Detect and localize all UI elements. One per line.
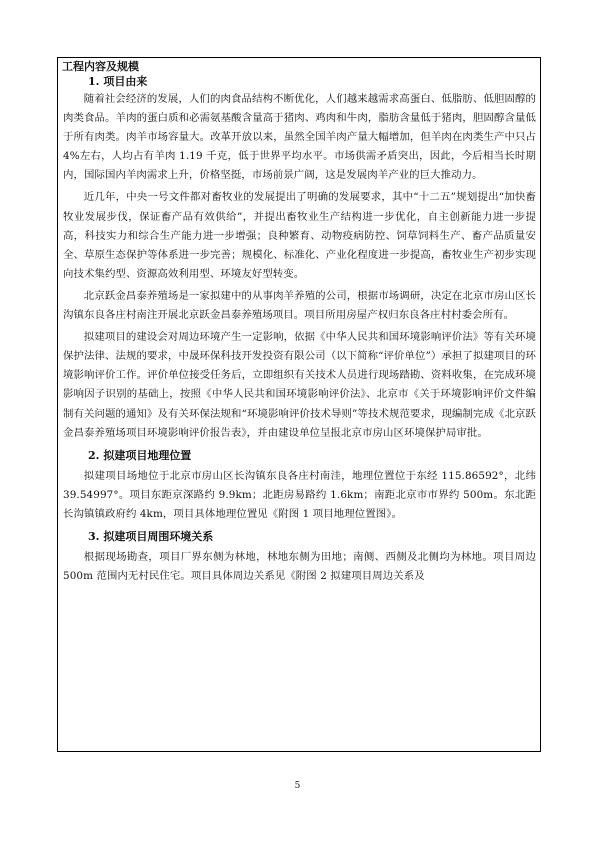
paragraph-origin-3: 北京跃金昌泰养殖场是一家拟建中的从事肉羊养殖的公司，根据市场调研，决定在北京市房山区长沟镇东良各庄村南注开展北京跃金昌泰养殖场项目。项目所用房屋产权归东良各庄村村委会所有。 xyxy=(63,289,536,322)
page-number: 5 xyxy=(294,781,301,791)
paragraph-origin-1: 随着社会经济的发展，人们的肉食品结构不断优化，人们越来越需求高蛋白、低脂肪、低胆固醇的肉类食品。羊肉的蛋白质和必需氨基酸含量高于猪肉、鸡肉和牛肉，脂肪含量低于猪肉，胆固醇含量低于所有肉类。肉羊市场容量大。改革开放以来，虽然全国羊肉产量大幅增加，但羊肉在肉类生产中只占4%左右，人均占有羊肉 1.19 千克，低于世界平均水平。市场供需矛盾突出，因此，今后相当长时期内，国际国内羊肉需求上升，价格坚挺，市场前景广阔，这是发展肉羊产业的巨大推动力。 xyxy=(63,93,536,182)
content-frame xyxy=(57,57,541,752)
paragraph-surroundings-1: 根据现场勘查，项目厂界东侧为林地，林地东侧为田地；南侧、西侧及北侧均为林地。项目周边 500m 范围内无村民住宅。项目具体周边关系见《附图 2 拟建项目周边关系及 xyxy=(63,550,536,583)
heading-project-origin: 1. 项目由来 xyxy=(88,75,148,88)
heading-geographic-location: 2. 拟建项目地理位置 xyxy=(88,448,192,462)
paragraph-location-1: 拟建项目场地位于北京市房山区长沟镇东良各庄村南洼，地理位置位于东经 115.86592°，北纬 39.54997°。项目东距京深路约 9.9km；北距房易路约 1.6km；南距北京市市界约 500m。东北距长沟镇镇政府约 4km，项目具体地理位置见《附图 1 项目地理位置图》。 xyxy=(63,469,536,520)
paragraph-origin-4: 拟建项目的建设会对周边环境产生一定影响，依据《中华人民共和国环境影响评价法》等有关环境保护法律、法规的要求，中晟环保科技开发投资有限公司（以下简称“评价单位”）承担了拟建项目的环境影响评价工作。评价单位接受任务后，立即组织有关技术人员进行现场踏勘、资料收集，在完成环境影响因子识别的基础上，按照《中华人民共和国环境影响评价法》、北京市《关于环境影响评价文件编制有关问题的通知》及有关环保法规和“环境影响评价技术导则”等技术规范要求，现编制完成《北京跃金昌泰养殖场项目环境影响评价报告表》，并由建设单位呈报北京市房山区环境保护局审批。 xyxy=(63,331,536,439)
heading-surrounding-environment: 3. 拟建项目周围环境关系 xyxy=(88,529,214,543)
section-title: 工程内容及规模 xyxy=(62,60,139,73)
paragraph-origin-2: 近几年，中央一号文件都对畜牧业的发展提出了明确的发展要求，其中“十二五”规划提出“加快畜牧业发展步伐，保证畜产品有效供给”，并提出畜牧业生产结构进一步优化，自主创新能力进一步提高，科技实力和综合生产能力进一步增强；良种繁育、动物疫病防控、饲草饲料生产、畜产品质量安全、草原生态保护等体系进一步完善；规模化、标准化、产业化程度进一步提高，畜牧业生产初步实现向技术集约型、资源高效利用型、环境友好型转变。 xyxy=(63,191,536,280)
